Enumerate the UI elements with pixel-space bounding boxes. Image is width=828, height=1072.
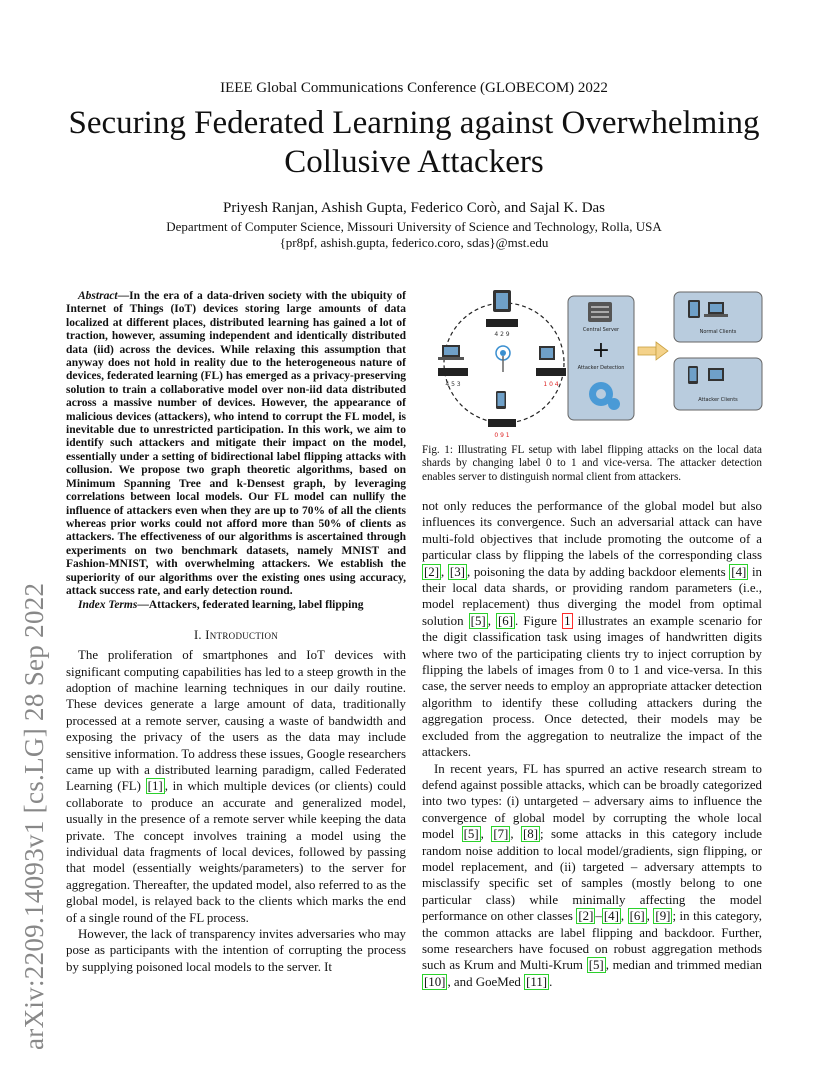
left-column [66,290,406,975]
figure-1 [436,288,766,438]
monitor-attacker-icon [539,346,555,360]
citation-link[interactable]: [1] [147,779,163,794]
citation-link[interactable]: [5] [463,827,479,842]
attacker-detection-label: Attacker Detection [577,365,625,371]
right-column [422,498,762,990]
wifi-tower-icon [496,346,510,372]
citation-link[interactable]: [2] [578,909,594,924]
title-line-1: Securing Federated Learning against Overwhelming [68,105,760,141]
citation-link[interactable]: [6] [629,909,645,924]
central-server-label: Central Server [582,327,620,333]
index-terms-text: —Attackers, federated learning, label flipping [137,599,364,612]
citation-link[interactable]: [6] [498,613,514,628]
citation-link[interactable]: [11] [526,974,548,989]
citation-link[interactable]: [10] [424,974,446,989]
right-arrow-icon [638,342,668,360]
conference-name: IEEE Global Communications Conference (GLOBECOM) 2022 [220,80,608,96]
citation-link[interactable]: [7] [493,827,509,842]
affiliation: Department of Computer Science, Missouri University of Science and Technology, Rolla, USA [166,219,662,234]
citation-link[interactable]: [3] [449,564,465,579]
figure-link[interactable]: 1 [564,613,571,628]
digits-bottom-label: 0 9 1 [494,432,510,438]
citation-link[interactable]: [5] [588,958,604,973]
paper-title [0,104,828,182]
tablet-client-icon [493,290,511,312]
digits-right-label: 1 0 4 [543,381,559,388]
index-terms-label: Index Terms [78,599,138,612]
laptop-client-icon [438,345,464,360]
digits-top-label: 4 2 9 [494,331,510,338]
citation-link[interactable]: [4] [603,909,619,924]
author-emails: {pr8pf, ashish.gupta, federico.coro, sdas}@mst.edu [279,235,549,250]
citation-link[interactable]: [9] [655,909,671,924]
abstract [66,290,406,598]
normal-clients-label: Normal Clients [699,329,737,335]
author-list: Priyesh Ranjan, Ashish Gupta, Federico Corò, and Sajal K. Das [222,200,606,216]
plus-icon: + [591,338,611,363]
arxiv-stamp: arXiv:2209.14093v1 [cs.LG] 28 Sep 2022 [19,582,49,1050]
digit-images-left [438,368,468,376]
figure-caption: Fig. 1: Illustrating FL setup with label flipping attacks on the local data shards by changing label 0 to 1 and vice-versa. The attacker detection enables server to distinguish normal client from attackers. [422,444,762,483]
fl-setup-illustration [436,288,766,438]
citation-link[interactable]: [4] [731,564,747,579]
title-line-2: Collusive Attackers [284,144,544,180]
digit-images-top [486,319,518,327]
digit-images-right [536,368,566,376]
index-terms [66,599,406,612]
right-paragraph-1: not only reduces the performance of the global model but also influences its convergence. Such an adversarial attack can have multi-fold objectives that include promoting the outcome of a particular class by flipping the labels of the corresponding class [2] , [3] , poisoning the data by adding backdoor elements [4] in their local data shards, or providing random parameters (i.e., model replacement) thus diverging the model from optimal solution [5] , [6] . Figure 1 illustrates an example scenario for the digit classification task using images of handwritten digits where two of the participating clients try to inject corruption by flipping the labels of images from 0 to 1 and vice-versa. In this case, the server needs to employ an appropriate attacker detection algorithm to identify these colluding attackers during the aggregation process. Once detected, their models may be excluded from the aggregation to neutralize the impact of the attackers. [422,499,763,760]
abstract-text: —In the era of a data-driven society with the ubiquity of Internet of Things (IoT) devices storing large amounts of data localized at different places, distributed learning has gained a lot of traction, however, assuming independent and identically distributed data (iid) across the devices. While relaxing this assumption that anyway does not hold in reality due to the heterogeneous nature of devices, federated learning (FL) has emerged as a privacy-preserving solution to train a collaborative model over non-iid data distributed across a massive number of devices. However, the appearance of malicious devices (attackers), who intend to corrupt the FL model, is inevitable due to unrestricted participation. In this work, we aim to identify such attackers and mitigate their impact on the model, essentially under a setting of bidirectional label flipping attacks with collusion. We propose two graph theoretic algorithms, based on Minimum Spanning Tree and k-Densest graph, by leveraging correlations between local models. Our FL model can nullify the influence of attackers even when they are up to 70% of all the clients whereas prior works could not afford more than 50% of clients as attackers. The effectiveness of our algorithms is ascertained through experiments on two benchmark datasets, namely MNIST and Fashion-MNIST, with overwhelming attackers. We establish the superiority of our algorithms over the existing ones using accuracy, attack success rate, and early detection round. [66,290,406,597]
intro-paragraph-2: However, the lack of transparency invites adversaries who may pose as participants with the intention of corrupting the process by supplying poisoned local models to the server. It [66,927,406,974]
digit-images-bottom [488,419,516,427]
citation-link[interactable]: [2] [424,564,440,579]
abstract-label: Abstract [78,290,118,302]
digits-left-label: 4 5 3 [445,381,461,388]
citation-link[interactable]: [8] [522,827,539,842]
server-icon [588,302,612,322]
phone-attacker-icon [496,391,506,409]
intro-paragraph-1: The proliferation of smartphones and IoT devices with significant computing capabilities has led to a steep growth in the adoption of machine learning techniques in our daily routine. These devices generate a large amount of data, traditionally processed at a remote server, causing a waste of bandwidth and exposing the privacy of the users as the data may include sensitive information. To address these issues, Google researchers came up with a distributed learning paradigm, called Federated Learning (FL) [1] , in which multiple devices (or clients) could collaborate to produce an accurate and generalized model, usually in the presence of a remote server while keeping the data private. The concept involves training a model using the individual data fragments of local devices, followed by passing that model (essentially weights/parameters) to the server for aggregation. Thereafter, the updated model, also referred to as the global model, is relayed back to the clients which marks the end of a single round of the FL process. [66,648,407,925]
normal-client-devices-icon [688,300,728,318]
attacker-clients-label: Attacker Clients [698,397,738,403]
right-paragraph-2: In recent years, FL has spurred an active research stream to defend against possible attacks, which can be broadly categorized into two types: (i) untargeted – adversary aims to influence the convergence of global model by corrupting the whole local model [5] , [7] , [8] ; some attacks in this category include random noise addition to local model/gradients, sign flipping, or model replacement, and (ii) targeted – adversary attempts to misclassify specific set of samples (mostly belong to one particular class) while minimally affecting the model performance on other classes [2] – [4] , [6] , [9] ; in this category, the common attacks are label flipping and backdoor. Further, some researchers have focused on robust aggregation methods such as Krum and Multi-Krum [5] , median and trimmed median [10] , and GoeMed [11] . [422,761,763,989]
citation-link[interactable]: [5] [470,613,486,628]
section-heading: I. Introduction [193,627,279,642]
